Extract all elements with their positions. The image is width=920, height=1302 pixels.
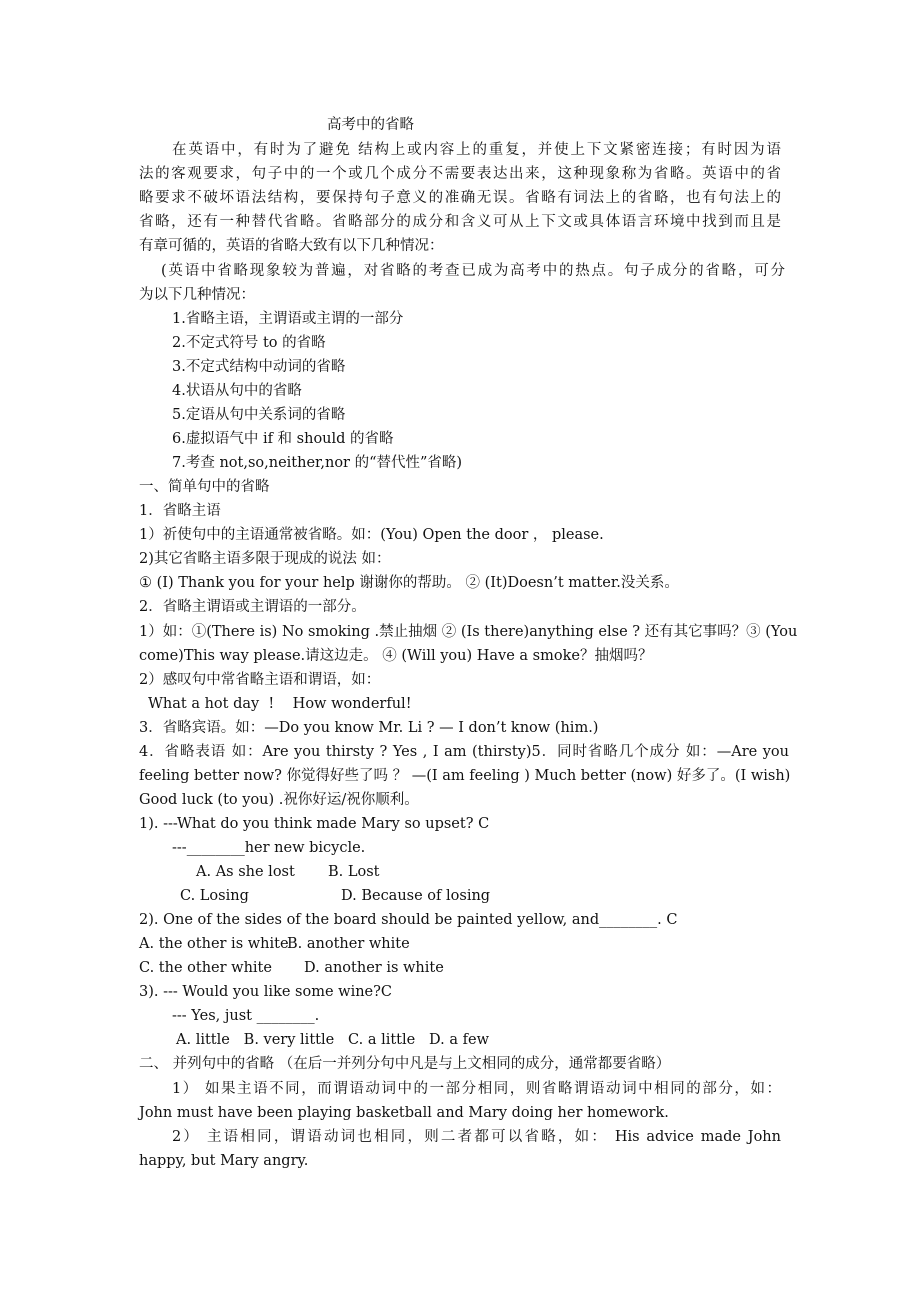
text-line: 法的客观要求，句子中的一个或几个成分不需要表达出来，这种现象称为省略。英语中的省 [139,166,781,182]
section-heading: 二、 并列句中的省略 （在后一并列分句中凡是与上文相同的成分，通常都要省略） [139,1056,671,1072]
list-item: 2.不定式符号 to 的省略 [172,335,326,351]
text-line: 1）如：①(There is) No smoking .禁止抽烟 ② (Is there)anything else ? 还有其它事吗？③ (You [139,624,798,640]
question-stem: 2). One of the sides of the board should be painted yellow, and________. C [139,912,678,928]
text-line: ① (I) Thank you for your help 谢谢你的帮助。 ② (It)Doesn’t matter.没关系。 [139,575,679,591]
options-row: A. little B. very little C. a little D. a few [176,1032,489,1048]
question-stem: 3). --- Would you like some wine?C [139,984,392,1000]
text-line: 2)其它省略主语多限于现成的说法 如： [139,551,391,567]
list-item: 3.不定式结构中动词的省略 [172,359,346,375]
option-c: C. the other white [139,960,272,976]
text-line: What a hot day ! How wonderful! [148,696,412,712]
text-line: happy, but Mary angry. [139,1153,309,1169]
page-title: 高考中的省略 [327,117,414,133]
option-a: A. As she lost [196,864,295,880]
text-line: 略要求不破坏语法结构，要保持句子意义的准确无误。省略有词法上的省略，也有句法上的 [139,190,781,206]
question-line: --- Yes, just ________. [172,1008,320,1024]
text-line: 2） 主语相同，谓语动词也相同，则二者都可以省略，如： His advice made John [172,1129,781,1145]
list-item: 5.定语从句中关系词的省略 [172,407,346,423]
text-line: come)This way please.请这边走。 ④ (Will you) Have a smoke？抽烟吗？ [139,648,653,664]
text-line: 4．省略表语 如：Are you thirsty ? Yes , I am (thirsty)5．同时省略几个成分 如：—Are you [139,744,789,760]
option-d: D. Because of losing [341,888,491,904]
text-line: 为以下几种情况： [139,287,255,303]
list-item: 6.虚拟语气中 if 和 should 的省略 [172,431,394,447]
text-line: (英语中省略现象较为普遍，对省略的考查已成为高考中的热点。句子成分的省略，可分 [161,263,785,279]
list-item: 1.省略主语，主谓语或主谓的一部分 [172,311,404,327]
subsection-heading: 1．省略主语 [139,503,221,519]
text-line: 省略，还有一种替代省略。省略部分的成分和含义可从上下文或具体语言环境中找到而且是 [139,214,781,230]
option-d: D. another is white [304,960,444,976]
text-line: feeling better now? 你觉得好些了吗 ？ —(I am feeling ) Much better (now) 好多了。(I wish) [139,768,791,784]
text-line: 3．省略宾语。如：—Do you know Mr. Li ? — I don’t know (him.) [139,720,599,736]
list-item: 4.状语从句中的省略 [172,383,302,399]
text-line: Good luck (to you) .祝你好运/祝你顺利。 [139,792,419,808]
option-b: B. another white [287,936,410,952]
text-line: John must have been playing basketball and Mary doing her homework. [139,1105,669,1121]
text-line: 有章可循的，英语的省略大致有以下几种情况： [139,238,444,254]
subsection-heading: 2．省略主谓语或主谓语的一部分。 [139,599,366,615]
text-line: 1）祈使句中的主语通常被省略。如：(You) Open the door ， please. [139,527,604,543]
text-line: 2）感叹句中常省略主语和谓语，如： [139,672,381,688]
option-c: C. Losing [180,888,249,904]
text-line: 1） 如果主语不同，而谓语动词中的一部分相同，则省略谓语动词中相同的部分，如： [172,1081,781,1097]
question-line: ---________her new bicycle. [172,840,366,856]
list-item: 7.考查 not,so,neither,nor 的“替代性”省略) [172,455,463,471]
text-line: 在英语中，有时为了避免 结构上或内容上的重复，并使上下文紧密连接；有时因为语 [172,142,781,158]
option-b: B. Lost [328,864,380,880]
question-stem: 1). ---What do you think made Mary so upset? C [139,816,490,832]
section-heading: 一、简单句中的省略 [139,479,270,495]
option-a: A. the other is white [139,936,289,952]
